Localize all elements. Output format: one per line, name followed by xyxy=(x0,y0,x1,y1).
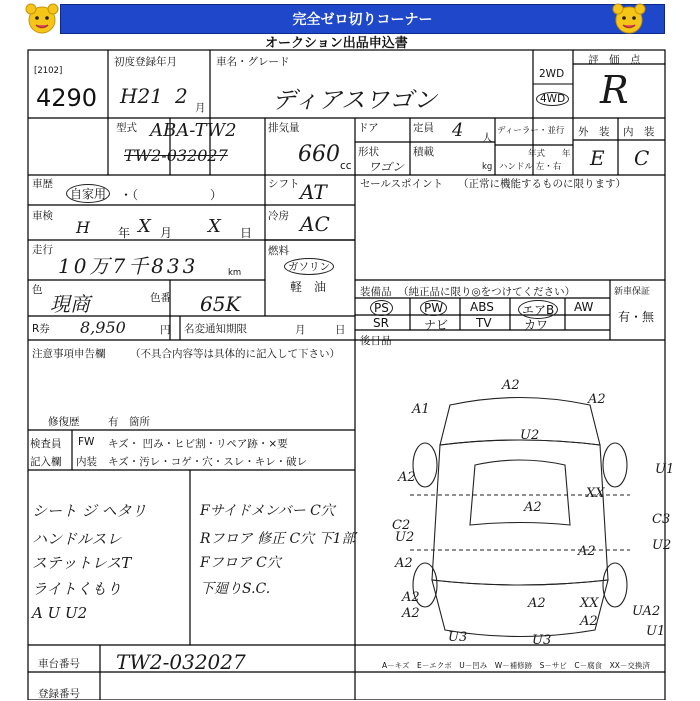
year-unit: 年 xyxy=(562,149,571,159)
diagram-mark-6: A2 xyxy=(524,500,542,515)
inspector-fw-items: キズ・ 凹み・ヒビ割・リペア跡・×要 xyxy=(108,438,288,450)
notes-hint: （不具合内容等は具体的に記入して下さい） xyxy=(130,348,340,360)
inspection-month-unit: 月 xyxy=(160,226,173,240)
model-value: ABA-TW2 xyxy=(150,120,237,141)
legend: A－キズ E－エクボ U－凹み W－補修跡 S－サビ C－腐食 XX－交換済 xyxy=(382,661,650,670)
load-label: 積載 xyxy=(413,146,434,158)
chassis-struck: TW2-032027 xyxy=(124,146,228,165)
chassis-label: 車台番号 xyxy=(38,658,80,670)
interior-label: 内 装 xyxy=(623,126,655,138)
recycle-unit: 円 xyxy=(160,324,171,336)
shift-value: AT xyxy=(300,180,327,204)
diagram-mark-9: A2 xyxy=(395,556,413,571)
equipment-aw: AW xyxy=(574,300,594,314)
inspector-note-right-3: 下廻りS.C. xyxy=(200,581,271,597)
diagram-mark-2: A2 xyxy=(588,392,606,407)
equipment-tv: TV xyxy=(476,316,492,330)
year-label: 年式 xyxy=(528,149,546,159)
diagram-mark-12: A2 xyxy=(578,544,596,559)
rating-label: 評 価 点 xyxy=(588,54,641,66)
inspector-label1: 検査員 xyxy=(30,438,62,450)
diagram-mark-1: A1 xyxy=(412,402,430,417)
rear-seat-label: 後日品 xyxy=(360,335,392,347)
capacity-value: 4 xyxy=(452,120,464,141)
handle-label: ハンドル 左・右 xyxy=(499,162,562,172)
equipment-navi: ナビ xyxy=(424,318,449,332)
repair-value: 有 箇所 xyxy=(108,416,150,428)
history-label: 車歴 xyxy=(32,178,53,190)
diagram-mark-20: A2 xyxy=(580,614,598,629)
inspector-in-items: キズ・汚レ・コゲ・穴・スレ・キレ・破レ xyxy=(108,456,308,468)
new-parts-label: 新車保証 xyxy=(614,287,651,297)
inspector-note-left-2: ステットレスT xyxy=(32,554,132,572)
diagram-mark-11: U2 xyxy=(652,538,672,553)
capacity-label: 定員 xyxy=(413,122,434,134)
reg-number-label: 登録番号 xyxy=(38,688,80,700)
transfer-label: 名変通知期限 xyxy=(184,323,247,335)
diagram-mark-10: C3 xyxy=(652,512,671,527)
selling-points-hint: （正常に機能するものに限ります） xyxy=(458,178,626,190)
diagram-mark-8: C2 xyxy=(392,518,411,533)
history-private: 自家用 xyxy=(66,184,110,203)
lot-number: 4290 xyxy=(36,84,98,112)
dealer-label: ディーラー・並行 xyxy=(497,126,565,136)
registration-year: H21 xyxy=(120,84,163,108)
displacement-value: 660 xyxy=(298,142,340,167)
transfer-day-unit: 日 xyxy=(335,324,346,336)
body-type-label: 形状 xyxy=(358,146,379,158)
inspector-note-left-1: ハンドルスレ xyxy=(32,530,122,548)
diagram-mark-17: A2 xyxy=(402,606,420,621)
vehicle-name-value: ディアスワゴン xyxy=(272,86,438,114)
ac-label: 冷房 xyxy=(268,210,289,222)
diagram-mark-19: U3 xyxy=(448,630,468,645)
car-damage-diagram xyxy=(380,385,660,647)
inspector-note-right-1: Rフロア 修正 C穴 下1部 xyxy=(200,531,356,547)
notes-label: 注意事項申告欄 xyxy=(32,348,106,360)
diagram-mark-16: XX xyxy=(580,596,599,611)
registration-label: 初度登録年月 xyxy=(114,56,177,68)
selling-points-label: セールスポイント xyxy=(360,178,444,190)
diagram-mark-7: XX xyxy=(586,486,605,501)
inspector-note-right-2: Fフロア C穴 xyxy=(200,555,281,571)
capacity-unit: 人 xyxy=(482,132,493,144)
body-type-value: ワゴン xyxy=(368,160,405,174)
inspection-year: H xyxy=(76,218,90,237)
mileage-value: 10万7千833 xyxy=(58,254,199,278)
color-code-label: 色番 xyxy=(150,292,171,304)
equipment-sr: SR xyxy=(373,316,389,330)
inspection-year-unit: 年 xyxy=(118,226,131,240)
diagram-mark-22: U1 xyxy=(646,624,666,639)
exterior-label: 外 装 xyxy=(578,126,610,138)
inspection-day-unit: 日 xyxy=(240,226,253,240)
form-title: オークション出品申込書 xyxy=(265,36,408,51)
displacement-unit: cc xyxy=(340,160,352,172)
model-label: 型式 xyxy=(116,122,137,134)
recycle-label: R券 xyxy=(32,323,50,335)
rating-value: R xyxy=(600,68,629,112)
diagram-mark-15: A2 xyxy=(528,596,546,611)
registration-month-unit: 月 xyxy=(195,102,206,114)
vehicle-name-label: 車名・グレード xyxy=(216,56,290,68)
diagram-mark-5: U1 xyxy=(655,462,675,477)
diagram-mark-0: A2 xyxy=(502,378,520,393)
equipment-leather: カワ xyxy=(524,318,549,332)
drive-4wd: 4WD xyxy=(536,92,569,106)
inspection-day: X xyxy=(208,216,221,237)
recycle-value: 8,950 xyxy=(80,318,126,337)
history-rest: ・（ ） xyxy=(120,188,223,202)
equipment-ps: PS xyxy=(370,300,393,316)
inspector-in-label: 内装 xyxy=(76,456,97,468)
fuel-label: 燃料 xyxy=(268,245,289,257)
shift-label: シフト xyxy=(268,178,300,190)
drive-2wd: 2WD xyxy=(539,68,565,80)
mileage-unit: km xyxy=(228,268,242,278)
inspection-label: 車検 xyxy=(32,210,53,222)
inspector-note-right-0: Fサイドメンバー C穴 xyxy=(200,503,335,519)
equipment-label: 装備品 xyxy=(360,286,392,298)
equipment-airbag: エアB xyxy=(518,300,558,319)
header-code: [2102] xyxy=(34,66,63,76)
ac-value: AC xyxy=(300,212,330,236)
equipment-abs: ABS xyxy=(470,300,494,314)
inspector-fw-label: FW xyxy=(78,436,95,448)
color-label: 色 xyxy=(32,284,43,296)
repair-label: 修復歴 xyxy=(48,416,80,428)
inspector-note-left-3: ライトくもり xyxy=(32,580,122,598)
interior-grade: C xyxy=(634,146,650,170)
diagram-mark-13: U2 xyxy=(395,530,415,545)
diagram-mark-21: UA2 xyxy=(632,604,661,619)
banner-title: 完全ゼロ切りコーナー xyxy=(60,4,665,34)
displacement-label: 排気量 xyxy=(268,122,300,134)
chassis-value: TW2-032027 xyxy=(116,650,246,674)
door-label: ドア xyxy=(358,122,379,134)
transfer-month-unit: 月 xyxy=(295,324,306,336)
diagram-mark-14: A2 xyxy=(402,590,420,605)
inspection-month: X xyxy=(138,216,151,237)
diagram-mark-18: U3 xyxy=(532,633,552,648)
mileage-label: 走行 xyxy=(32,244,53,256)
color-value: 現商 xyxy=(50,292,90,316)
fuel-gas: ガソリン xyxy=(284,258,334,275)
new-parts-value: 有・無 xyxy=(618,310,655,324)
diagram-mark-3: U2 xyxy=(520,428,540,443)
equipment-hint: （純正品に限り◎をつけてください） xyxy=(398,286,576,298)
color-code: 65K xyxy=(200,292,241,316)
fuel-diesel: 軽 油 xyxy=(290,280,327,294)
exterior-grade: E xyxy=(590,146,605,170)
equipment-pw: PW xyxy=(420,300,447,316)
inspector-note-left-4: A U U2 xyxy=(32,604,88,622)
inspector-note-left-0: シート ジ ヘタリ xyxy=(32,502,147,520)
load-unit: kg xyxy=(482,162,493,172)
diagram-mark-4: A2 xyxy=(398,470,416,485)
registration-month: 2 xyxy=(175,84,188,108)
inspector-label2: 記入欄 xyxy=(30,456,62,468)
